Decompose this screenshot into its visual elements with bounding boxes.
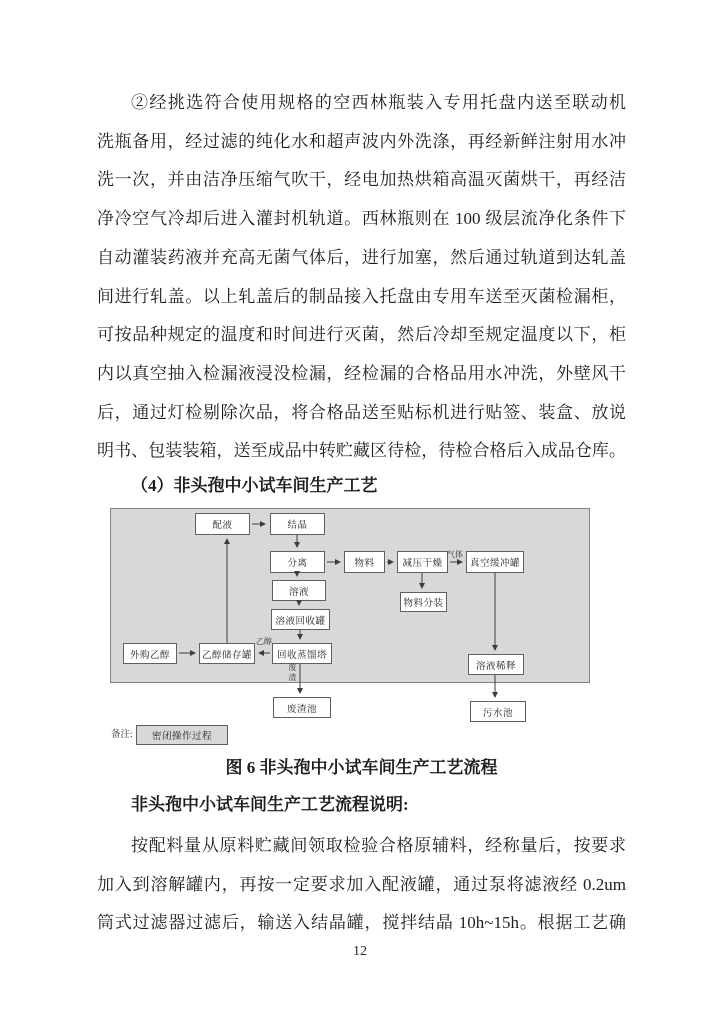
text-line: 明书、包装装箱，送至成品中转贮藏区待检，待检合格后入成品仓库。	[97, 441, 626, 461]
section-heading-text: （4）非头孢中小试车间生产工艺	[131, 476, 378, 495]
flow-node-solution-recovery-tank: 溶液回收罐	[271, 609, 330, 630]
flow-node-solution-prep: 配液	[195, 513, 250, 535]
edge-label-waste-char: 废	[288, 663, 297, 672]
text-line: 加入到溶解罐内，再按一定要求加入配液罐，通过泵将滤液经 0.2um	[97, 874, 626, 894]
text-line: 筒式过滤器过滤后，输送入结晶罐，搅拌结晶 10h~15h。根据工艺确	[97, 913, 626, 933]
flow-node-solution-dilution: 溶液稀释	[468, 654, 524, 675]
text-line: 洗一次，并由洁净压缩气吹干，经电加热烘箱高温灭菌烘干，再经洁	[97, 170, 626, 190]
edge-label-ethanol: 乙醇	[256, 637, 272, 646]
text-line: 按配料量从原料贮藏间领取检验合格原辅料，经称量后，按要求	[131, 836, 626, 855]
flow-node-purchased-ethanol: 外购乙醇	[123, 643, 177, 664]
flow-node-material: 物料	[344, 551, 385, 573]
paragraph-1	[97, 84, 626, 471]
page-number: 12	[353, 944, 367, 959]
flow-description-heading-text: 非头孢中小试车间生产工艺流程说明:	[131, 795, 409, 814]
flow-description-heading	[97, 786, 626, 825]
paragraph-2	[97, 827, 626, 943]
flow-node-material-packing: 物料分装	[400, 592, 447, 612]
text-line: 洗瓶备用，经过滤的纯化水和超声波内外洗涤，再经新鲜注射用水冲	[97, 131, 626, 151]
text-line: 自动灌装药液并充高无菌气体后，进行加塞，然后通过轨道到达轧盖	[97, 247, 626, 267]
edge-label-gas: 气体	[447, 550, 463, 559]
edge-label-waste-residue	[287, 663, 298, 683]
flow-node-solution: 溶液	[272, 580, 326, 601]
process-flow-diagram	[0, 506, 720, 756]
flow-node-separation: 分离	[270, 551, 325, 573]
edge-label-residue-char: 渣	[288, 673, 297, 682]
text-line: 净冷空气冷却后进入灌封机轨道。西林瓶则在 100 级层流净化条件下	[97, 209, 626, 229]
flow-node-vacuum-buffer-tank: 真空缓冲罐	[466, 551, 524, 573]
text-line: 间进行轧盖。以上轧盖后的制品接入托盘由专用车送至灭菌检漏柜，	[97, 286, 626, 306]
flow-node-crystallization: 结晶	[270, 513, 325, 535]
section-heading	[97, 467, 626, 506]
text-line: 后，通过灯检剔除次品，将合格品送至贴标机进行贴签、装盒、放说	[97, 402, 626, 422]
flow-node-recovery-distillation-tower: 回收蒸馏塔	[272, 643, 332, 664]
text-line: ②经挑选符合使用规格的空西林瓶装入专用托盘内送至联动机	[131, 93, 626, 112]
flow-node-ethanol-storage-tank: 乙醇储存罐	[199, 643, 255, 664]
legend-closed-operation: 密闭操作过程	[136, 725, 228, 745]
flow-node-vacuum-drying: 减压干燥	[397, 551, 448, 573]
flow-node-sewage-pool: 污水池	[470, 701, 526, 722]
note-label: 备注:	[111, 730, 133, 740]
text-line: 内以真空抽入检漏液浸没检漏，经检漏的合格品用水冲洗，外壁风干	[97, 363, 626, 383]
text-line: 可按品种规定的温度和时间进行灭菌，然后冷却至规定温度以下，柜	[97, 325, 626, 345]
figure-caption: 图 6 非头孢中小试车间生产工艺流程	[225, 758, 498, 777]
flow-node-waste-residue-pool: 废渣池	[273, 697, 331, 718]
